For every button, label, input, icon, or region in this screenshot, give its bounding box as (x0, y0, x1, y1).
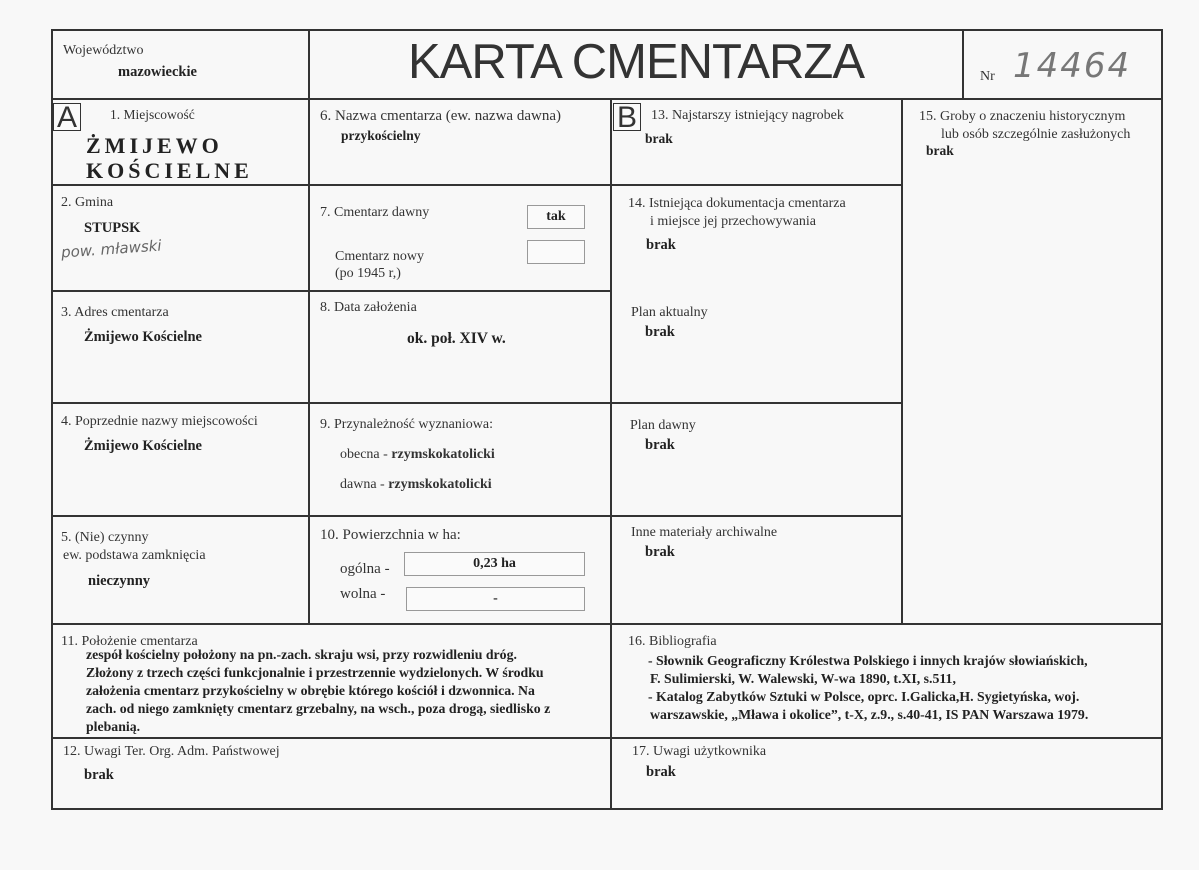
locality-line-2: KOŚCIELNE (86, 158, 253, 183)
voivodeship-value: mazowieckie (118, 64, 197, 80)
old-cemetery-box: tak (527, 205, 585, 229)
row-line-a1 (51, 184, 611, 186)
row-line-lower-2 (51, 737, 1163, 739)
documentation-value: brak (646, 237, 676, 253)
user-remarks-value: brak (646, 764, 676, 780)
closure-basis-label: ew. podstawa zamknięcia (63, 548, 206, 563)
denomination-current (340, 446, 495, 464)
denomination-former (340, 476, 492, 494)
bibliography-line-4: warszawskie, „Mława i okolice”, t-X, z.9., s.40-41, IS PAN Warszawa 1979. (650, 707, 1089, 722)
old-plan-label: Plan dawny (630, 418, 696, 433)
cemetery-name-value: przykościelny (341, 128, 421, 143)
new-cemetery-label: Cmentarz nowy (335, 249, 425, 264)
cemetery-name-label: 6. Nazwa cmentarza (ew. nazwa dawna) (320, 108, 561, 124)
documentation-sublabel: i miejsce jej przechowywania (650, 214, 816, 229)
area-label: 10. Powierzchnia w ha: (320, 527, 461, 543)
admin-remarks-label: 12. Uwagi Ter. Org. Adm. Państwowej (63, 744, 280, 759)
documentation-label: 14. Istniejąca dokumentacja cmentarza (628, 196, 846, 211)
cemetery-address-label: 3. Adres cmentarza (61, 305, 169, 320)
former-names-value: Żmijewo Kościelne (84, 438, 202, 454)
location-label: 11. Położenie cmentarza (61, 634, 198, 649)
location-description (86, 646, 606, 736)
founding-date-value: ok. poł. XIV w. (407, 330, 506, 347)
locality-label: 1. Miejscowość (110, 107, 195, 122)
location-line-3: założenia cmentarz przykościelny w obrębie którego kościół i dzwonnica. Na (86, 683, 535, 698)
oldest-tombstone-value: brak (645, 131, 673, 146)
denomination-former-value: rzymskokatolicki (388, 477, 492, 492)
row-line-b2 (610, 402, 902, 404)
county-handwritten: pow. mławski (60, 236, 163, 262)
admin-remarks-value: brak (84, 767, 114, 783)
user-remarks-label: 17. Uwagi użytkownika (632, 744, 767, 759)
active-status-value: nieczynny (88, 573, 151, 589)
historic-graves-label: 15. Groby o znaczeniu historycznym (919, 109, 1126, 124)
area-total-label: ogólna - (340, 561, 390, 577)
frame-right (1161, 29, 1163, 810)
cemetery-address-value: Żmijewo Kościelne (84, 329, 202, 345)
current-plan-label: Plan aktualny (631, 305, 708, 320)
location-line-1: zespół kościelny położony na pn.-zach. skraju wsi, przy rozwidleniu dróg. (86, 647, 517, 662)
denomination-current-label: obecna - (340, 447, 392, 462)
area-free-label: wolna - (340, 586, 386, 602)
bibliography-label: 16. Bibliografia (628, 634, 717, 649)
frame-top (51, 29, 1163, 31)
commune-label: 2. Gmina (61, 195, 114, 210)
section-a-letter: A (53, 103, 81, 131)
area-total-box: 0,23 ha (404, 552, 585, 576)
bibliography-line-2: F. Sulimierski, W. Walewski, W-wa 1890, t.XI, s.511, (650, 671, 956, 686)
denomination-former-label: dawna - (340, 477, 389, 492)
voivodeship-label: Województwo (63, 43, 144, 58)
historic-graves-value: brak (926, 143, 954, 158)
row-line-a4 (51, 515, 611, 517)
old-cemetery-label: 7. Cmentarz dawny (320, 205, 430, 220)
denomination-label: 9. Przynależność wyznaniowa: (320, 417, 493, 432)
row-line-b3 (610, 515, 902, 517)
new-cemetery-box (527, 240, 585, 264)
old-plan-value: brak (645, 437, 675, 453)
row-line-a3 (51, 402, 611, 404)
denomination-current-value: rzymskokatolicki (391, 447, 495, 462)
frame-bottom (51, 808, 1163, 810)
commune-value: STUPSK (84, 220, 141, 236)
bibliography-list (648, 652, 1153, 724)
locality-line-1: ŻMIJEWO (86, 133, 223, 158)
area-free-box: - (406, 587, 585, 611)
historic-graves-sublabel: lub osób szczególnie zasłużonych (941, 127, 1131, 142)
header-sep-1 (308, 29, 310, 99)
row-line-a2 (51, 290, 611, 292)
former-names-label: 4. Poprzednie nazwy miejscowości (61, 414, 258, 429)
card-title: KARTA CMENTARZA (408, 35, 865, 89)
row-line-b1 (610, 184, 902, 186)
other-archives-label: Inne materiały archiwalne (631, 525, 778, 540)
bibliography-line-3: - Katalog Zabytków Sztuki w Polsce, oprc. I.Galicka,H. Sygietyńska, woj. (648, 689, 1080, 704)
row-line-lower-1 (51, 623, 1163, 625)
col-line-1 (308, 98, 310, 624)
current-plan-value: brak (645, 324, 675, 340)
oldest-tombstone-label: 13. Najstarszy istniejący nagrobek (651, 108, 844, 123)
header-sep-2 (962, 29, 964, 99)
location-line-2: Złożony z trzech części funkcjonalnie i przestrzennie wydzielonych. W środku (86, 665, 544, 680)
col-line-3 (901, 98, 903, 624)
section-b-letter: B (613, 103, 641, 131)
frame-left (51, 29, 53, 810)
header-divider (51, 98, 1163, 100)
other-archives-value: brak (645, 544, 675, 560)
founding-date-label: 8. Data założenia (320, 300, 417, 315)
location-line-5: plebanią. (86, 719, 141, 734)
number-label: Nr (980, 69, 995, 84)
col-line-2 (610, 98, 612, 810)
location-line-4: zach. od niego zamknięty cmentarz grzebalny, na wsch., poza drogą, siedlisko z (86, 701, 551, 716)
new-cemetery-sublabel: (po 1945 r,) (335, 266, 401, 281)
active-status-label: 5. (Nie) czynny (61, 530, 149, 545)
number-handwritten: 14464 (1013, 46, 1132, 86)
bibliography-line-1: - Słownik Geograficzny Królestwa Polskiego i innych krajów słowiańskich, (648, 653, 1088, 668)
